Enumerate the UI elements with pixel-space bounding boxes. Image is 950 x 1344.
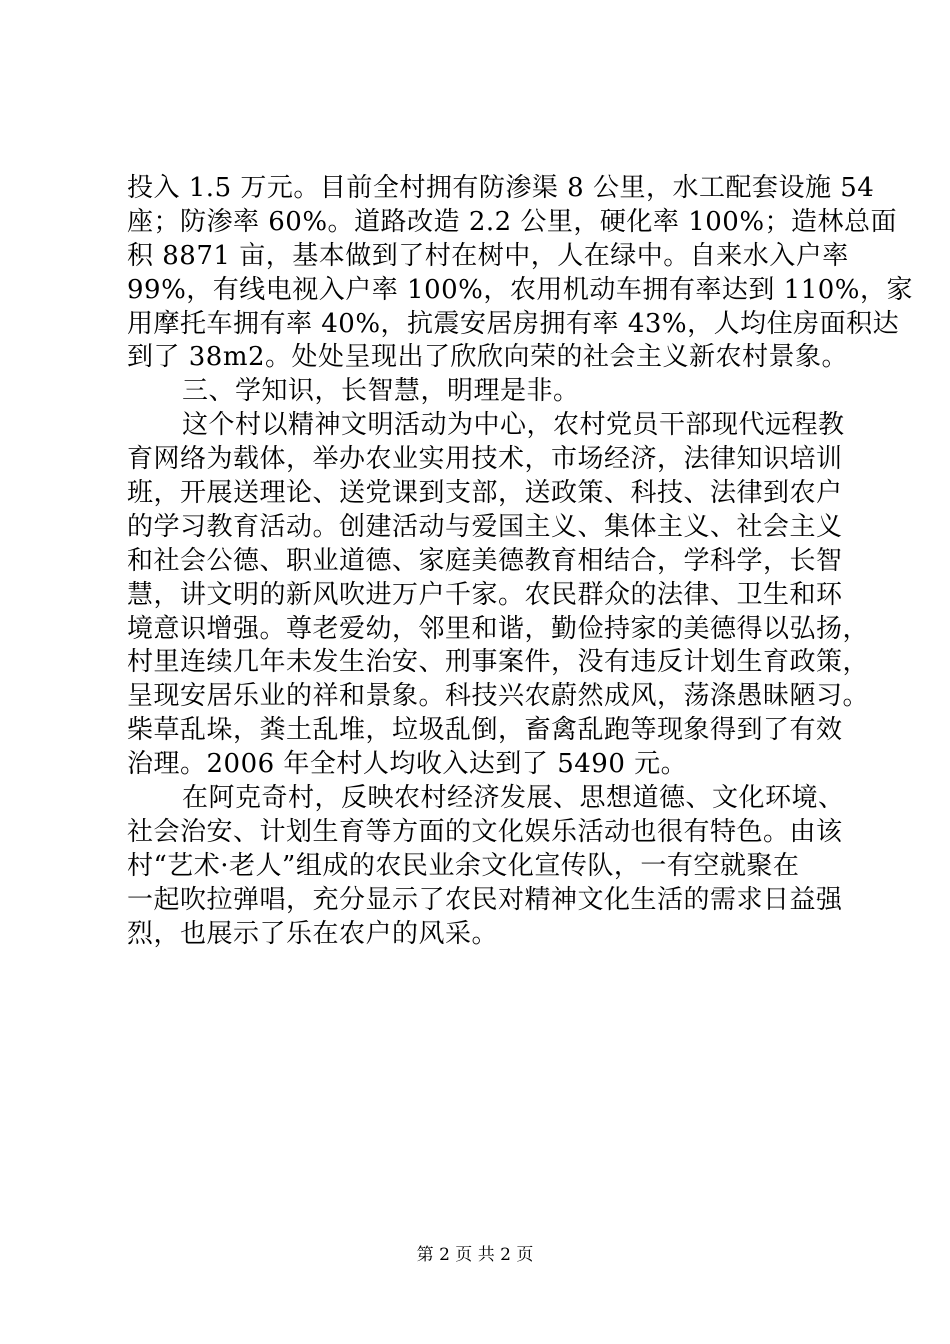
document-body [127,172,913,951]
text-line: 用摩托车拥有率 40%，抗震安居房拥有率 43%，人均住房面积达 [127,308,900,339]
text-line: 慧，讲文明的新风吹进万户千家。农民群众的法律、卫生和环 [127,579,843,610]
page-footer [0,1244,950,1266]
text-line: 积 8871 亩，基本做到了村在树中，人在绿中。自来水入户率 [127,240,849,271]
text-line: 在阿克奇村，反映农村经济发展、思想道德、文化环境、 [182,783,845,814]
text-line: 柴草乱垛，粪土乱堆，垃圾乱倒，畜禽乱跑等现象得到了有效 [127,715,843,746]
text-line: 99%，有线电视入户率 100%，农用机动车拥有率达到 110%，家 [127,274,913,305]
text-line: 座；防渗率 60%。道路改造 2.2 公里，硬化率 100%；造林总面 [127,206,898,237]
text-line: 这个村以精神文明活动为中心，农村党员干部现代远程教 [182,410,845,441]
text-line: 境意识增强。尊老爱幼，邻里和谐，勤俭持家的美德得以弘扬， [127,613,870,644]
text-line: 育网络为载体，举办农业实用技术，市场经济，法律知识培训 [127,444,843,475]
text-line: 的学习教育活动。创建活动与爱国主义、集体主义、社会主义 [127,511,843,542]
page-number: 第 2 页 共 2 页 [416,1245,534,1265]
text-line: 呈现安居乐业的祥和景象。科技兴农蔚然成风，荡涤愚昧陋习。 [127,681,870,712]
text-line: 烈，也展示了乐在农户的风采。 [127,918,499,949]
text-line: 到了 38m2。处处呈现出了欣欣向荣的社会主义新农村景象。 [127,342,849,373]
text-line: 治理。2006 年全村人均收入达到了 5490 元。 [127,749,688,780]
text-line: 班，开展送理论、送党课到支部，送政策、科技、法律到农户 [127,478,843,509]
text-line: 村里连续几年未发生治安、刑事案件，没有违反计划生育政策， [127,647,870,678]
text-line: 社会治安、计划生育等方面的文化娱乐活动也很有特色。由该 [127,816,843,847]
text-line: 投入 1.5 万元。目前全村拥有防渗渠 8 公里，水工配套设施 54 [127,173,875,203]
section-heading: 三、学知识，长智慧，明理是非。 [182,376,580,407]
text-line: 村“艺术·老人”组成的农民业余文化宣传队，一有空就聚在 [127,850,800,881]
text-line: 一起吹拉弹唱，充分显示了农民对精神文化生活的需求日益强 [127,884,843,915]
text-line: 和社会公德、职业道德、家庭美德教育相结合，学科学，长智 [127,545,843,576]
